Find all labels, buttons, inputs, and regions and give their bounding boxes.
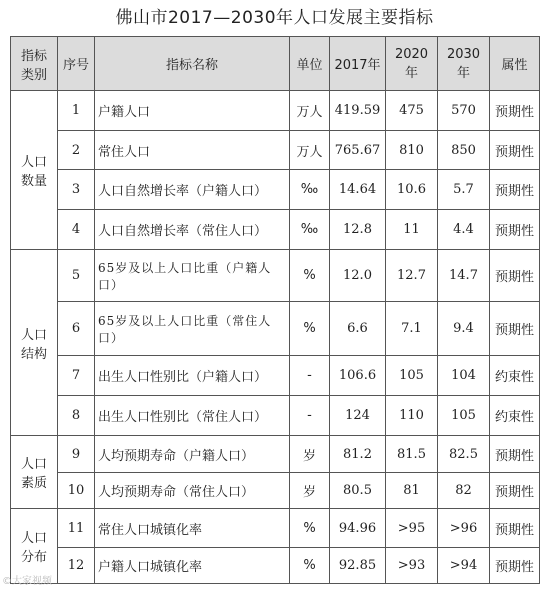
row-2020: 81.5 xyxy=(386,436,438,473)
row-name: 户籍人口城镇化率 xyxy=(95,548,290,584)
row-2020: >95 xyxy=(386,509,438,548)
row-name: 出生人口性别比（常住人口） xyxy=(95,396,290,436)
row-name: 户籍人口 xyxy=(95,91,290,131)
row-attr: 预期性 xyxy=(490,170,540,210)
category-cell: 人口 结构 xyxy=(11,250,58,436)
header-unit: 单位 xyxy=(290,37,330,91)
row-2017: 106.6 xyxy=(330,356,386,396)
row-no: 9 xyxy=(58,436,95,473)
row-attr: 预期性 xyxy=(490,210,540,250)
row-2017: 12.8 xyxy=(330,210,386,250)
row-2017: 765.67 xyxy=(330,131,386,170)
row-2030: 14.7 xyxy=(438,250,490,302)
table-row xyxy=(11,396,540,436)
row-name: 常住人口 xyxy=(95,131,290,170)
row-attr: 预期性 xyxy=(490,509,540,548)
header-2017: 2017年 xyxy=(330,37,386,91)
row-unit: 岁 xyxy=(290,436,330,473)
row-attr: 预期性 xyxy=(490,91,540,131)
table-row xyxy=(11,509,540,548)
row-attr: 预期性 xyxy=(490,250,540,302)
row-unit: ‰ xyxy=(290,210,330,250)
row-no: 12 xyxy=(58,548,95,584)
row-unit: 岁 xyxy=(290,473,330,509)
header-row xyxy=(11,37,540,91)
row-2030: 5.7 xyxy=(438,170,490,210)
row-2017: 94.96 xyxy=(330,509,386,548)
row-name: 65岁及以上人口比重（户籍人口） xyxy=(95,250,290,302)
row-no: 3 xyxy=(58,170,95,210)
row-no: 2 xyxy=(58,131,95,170)
category-cell: 人口 数量 xyxy=(11,91,58,250)
header-name: 指标名称 xyxy=(95,37,290,91)
row-2020: 110 xyxy=(386,396,438,436)
row-name: 出生人口性别比（户籍人口） xyxy=(95,356,290,396)
category-cell: 人口 分布 xyxy=(11,509,58,584)
row-2017: 12.0 xyxy=(330,250,386,302)
header-2030: 2030年 xyxy=(438,37,490,91)
row-unit: % xyxy=(290,250,330,302)
row-unit: % xyxy=(290,509,330,548)
watermark: ©大家视频 xyxy=(2,576,52,587)
table-row xyxy=(11,436,540,473)
row-unit: - xyxy=(290,396,330,436)
row-2020: 810 xyxy=(386,131,438,170)
row-attr: 约束性 xyxy=(490,356,540,396)
row-attr: 预期性 xyxy=(490,548,540,584)
header-attr: 属性 xyxy=(490,37,540,91)
row-2020: 81 xyxy=(386,473,438,509)
row-unit: 万人 xyxy=(290,131,330,170)
row-2020: 105 xyxy=(386,356,438,396)
row-2030: 82 xyxy=(438,473,490,509)
row-no: 11 xyxy=(58,509,95,548)
row-2030: >96 xyxy=(438,509,490,548)
row-2030: 104 xyxy=(438,356,490,396)
row-2017: 6.6 xyxy=(330,302,386,356)
row-name: 人均预期寿命（户籍人口） xyxy=(95,436,290,473)
table-row xyxy=(11,250,540,302)
row-2030: 82.5 xyxy=(438,436,490,473)
table-row xyxy=(11,131,540,170)
indicator-table xyxy=(10,36,540,584)
header-category: 指标 类别 xyxy=(11,37,58,91)
table-row xyxy=(11,170,540,210)
row-no: 4 xyxy=(58,210,95,250)
row-no: 1 xyxy=(58,91,95,131)
row-no: 10 xyxy=(58,473,95,509)
table-row xyxy=(11,210,540,250)
row-2017: 419.59 xyxy=(330,91,386,131)
row-2020: 12.7 xyxy=(386,250,438,302)
row-2030: >94 xyxy=(438,548,490,584)
category-cell: 人口 素质 xyxy=(11,436,58,509)
header-no: 序号 xyxy=(58,37,95,91)
row-unit: % xyxy=(290,302,330,356)
table-row xyxy=(11,548,540,584)
row-2030: 4.4 xyxy=(438,210,490,250)
row-2030: 105 xyxy=(438,396,490,436)
row-unit: 万人 xyxy=(290,91,330,131)
row-attr: 预期性 xyxy=(490,131,540,170)
row-2017: 14.64 xyxy=(330,170,386,210)
page-title: 佛山市2017—2030年人口发展主要指标 xyxy=(115,8,434,28)
table-row xyxy=(11,91,540,131)
row-2017: 92.85 xyxy=(330,548,386,584)
row-no: 5 xyxy=(58,250,95,302)
row-no: 7 xyxy=(58,356,95,396)
table-row xyxy=(11,473,540,509)
row-no: 8 xyxy=(58,396,95,436)
row-name: 常住人口城镇化率 xyxy=(95,509,290,548)
row-attr: 预期性 xyxy=(490,302,540,356)
row-name: 人均预期寿命（常住人口） xyxy=(95,473,290,509)
row-attr: 预期性 xyxy=(490,473,540,509)
row-name: 人口自然增长率（常住人口） xyxy=(95,210,290,250)
row-name: 65岁及以上人口比重（常住人口） xyxy=(95,302,290,356)
row-unit: - xyxy=(290,356,330,396)
row-unit: ‰ xyxy=(290,170,330,210)
header-2020: 2020年 xyxy=(386,37,438,91)
table-row xyxy=(11,302,540,356)
row-2020: 10.6 xyxy=(386,170,438,210)
row-2020: 7.1 xyxy=(386,302,438,356)
row-attr: 约束性 xyxy=(490,396,540,436)
table-row xyxy=(11,356,540,396)
row-2020: 475 xyxy=(386,91,438,131)
row-2017: 81.2 xyxy=(330,436,386,473)
row-2030: 9.4 xyxy=(438,302,490,356)
row-attr: 预期性 xyxy=(490,436,540,473)
row-2020: 11 xyxy=(386,210,438,250)
row-2017: 124 xyxy=(330,396,386,436)
row-2030: 570 xyxy=(438,91,490,131)
row-2020: >93 xyxy=(386,548,438,584)
row-2030: 850 xyxy=(438,131,490,170)
row-unit: % xyxy=(290,548,330,584)
row-2017: 80.5 xyxy=(330,473,386,509)
row-name: 人口自然增长率（户籍人口） xyxy=(95,170,290,210)
row-no: 6 xyxy=(58,302,95,356)
